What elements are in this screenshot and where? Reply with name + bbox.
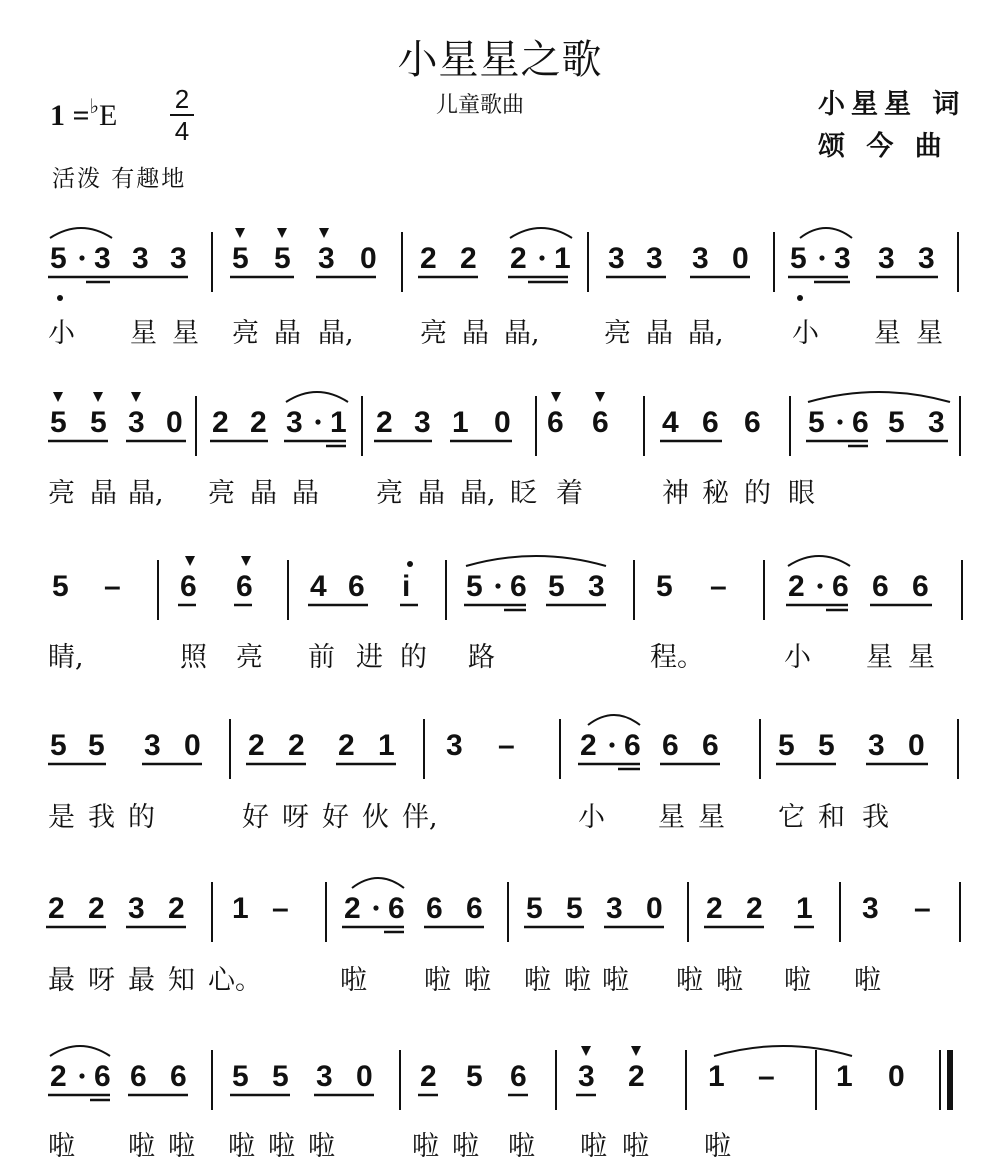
- score-row-5-lyric: 啦: [564, 965, 591, 996]
- score-row-5-note: 3: [128, 892, 145, 925]
- score-row-5-lyric: 心。: [208, 965, 262, 996]
- score-row-1-lyric: 星: [874, 318, 901, 349]
- score-row-6-lyric: 啦: [268, 1131, 295, 1162]
- score-row-4-note: 0: [184, 729, 201, 762]
- score-row-4-note: 5: [50, 729, 67, 762]
- slur: [510, 228, 572, 238]
- score-row-4-lyric: 星: [698, 802, 725, 833]
- score-row-2-note: 5: [888, 406, 905, 439]
- augmentation-dot: [79, 255, 84, 260]
- score-row-5-lyric: 啦: [524, 965, 551, 996]
- score-row-1-note: 3: [918, 242, 935, 275]
- score-row-4-note: 2: [248, 729, 265, 762]
- score-row-1-lyric: 星: [172, 318, 199, 349]
- score-row-1-lyric: 星: [916, 318, 943, 349]
- score-row-4-note: 6: [662, 729, 679, 762]
- augmentation-dot: [837, 419, 842, 424]
- slur: [714, 1046, 852, 1056]
- score-row-5-note: 0: [646, 892, 663, 925]
- slur: [50, 1046, 110, 1056]
- score-row-6-note: 5: [232, 1060, 249, 1093]
- accent-mark: [131, 392, 141, 402]
- accent-mark: [185, 556, 195, 566]
- lyricist-credit: 小星星 词: [818, 89, 966, 120]
- accent-mark: [93, 392, 103, 402]
- score-row-1-lyric: 亮: [604, 318, 631, 349]
- score-row-4-lyric: 我: [88, 802, 115, 833]
- score-row-5-note: 6: [388, 892, 405, 925]
- score-row-2-lyric: 晶: [90, 478, 117, 509]
- score-row-3-lyric: 亮: [236, 642, 263, 673]
- augmentation-dot: [79, 1073, 84, 1078]
- score-row-5-note: 2: [706, 892, 723, 925]
- score-row-2-note: 4: [662, 406, 679, 439]
- score-row-2-note: 6: [852, 406, 869, 439]
- score-row-1-note: 5: [50, 242, 67, 275]
- composer-credit: 颂 今 曲: [818, 131, 948, 162]
- score-row-5-lyric: 啦: [464, 965, 491, 996]
- song-subtitle: 儿童歌曲: [436, 93, 525, 118]
- score-row-1-note: 3: [132, 242, 149, 275]
- score-row-5-note: 6: [426, 892, 443, 925]
- score-row-4-note: 6: [702, 729, 719, 762]
- score-row-1-note: 2: [460, 242, 477, 275]
- score-row-5-note: –: [914, 892, 931, 925]
- score-row-2-lyric: 神: [662, 478, 689, 509]
- accent-mark: [277, 228, 287, 238]
- slur: [800, 228, 852, 238]
- score-row-3-note: 5: [548, 570, 565, 603]
- score-row-2-lyric: 眨: [510, 478, 537, 509]
- score-row-1-note: 3: [94, 242, 111, 275]
- score-row-3-lyric: 小: [784, 642, 811, 673]
- slur: [808, 392, 950, 402]
- score-row-6-lyric: 啦: [48, 1131, 75, 1162]
- score-row-6-lyric: 啦: [168, 1131, 195, 1162]
- score-row-2-lyric: 晶,: [460, 478, 496, 509]
- score-row-1-note: 3: [608, 242, 625, 275]
- score-row-1-note: 3: [646, 242, 663, 275]
- score-row-4-note: 5: [778, 729, 795, 762]
- score-row-2-lyric: 晶: [292, 478, 319, 509]
- score-row-1-note: 5: [790, 242, 807, 275]
- score-row-2-note: 3: [128, 406, 145, 439]
- score-row-3-note: 6: [912, 570, 929, 603]
- score-row-6-lyric: 啦: [622, 1131, 649, 1162]
- score-row-2-note: 5: [90, 406, 107, 439]
- score-row-3-lyric: 星: [908, 642, 935, 673]
- score-row-5-note: 3: [862, 892, 879, 925]
- score-row-5-note: 5: [526, 892, 543, 925]
- score-row-4-lyric: 小: [578, 802, 605, 833]
- score-row-3-lyric: 照: [180, 642, 207, 673]
- score-row-1-note: 5: [274, 242, 291, 275]
- score-row-6-note: 5: [272, 1060, 289, 1093]
- accent-mark: [595, 392, 605, 402]
- score-row-2-note: 2: [250, 406, 267, 439]
- score-row-1-note: 3: [834, 242, 851, 275]
- score-row-2-note: 3: [414, 406, 431, 439]
- score-row-4-note: 2: [338, 729, 355, 762]
- score-row-6-note: 6: [130, 1060, 147, 1093]
- score-row-4-note: 5: [818, 729, 835, 762]
- score-row-4-note: 3: [446, 729, 463, 762]
- score-row-3-note: 5: [52, 570, 69, 603]
- score-row-2-lyric: 晶: [250, 478, 277, 509]
- score-row-4-lyric: 伴,: [402, 802, 438, 833]
- score-row-1-note: 5: [232, 242, 249, 275]
- score-row-5-lyric: 呀: [88, 965, 115, 996]
- score-row-2-lyric: 着: [556, 478, 583, 509]
- score-row-2-note: 2: [212, 406, 229, 439]
- score-row-3-lyric: 睛,: [48, 642, 84, 673]
- score-row-3-note: 6: [180, 570, 197, 603]
- score-row-4-lyric: 好: [242, 802, 269, 833]
- score-row-6-lyric: 啦: [228, 1131, 255, 1162]
- slur: [286, 392, 348, 402]
- augmentation-dot: [315, 419, 320, 424]
- score-row-6-note: 0: [356, 1060, 373, 1093]
- score-row-6-note: 3: [316, 1060, 333, 1093]
- score-row-1-note: 3: [692, 242, 709, 275]
- score-row-5-lyric: 啦: [340, 965, 367, 996]
- score-row-3-note: 3: [588, 570, 605, 603]
- accent-mark: [319, 228, 329, 238]
- score-row-4-lyric: 和: [818, 802, 845, 833]
- augmentation-dot: [817, 583, 822, 588]
- flat-sign: ♭: [89, 96, 100, 118]
- score-row-5-note: –: [272, 892, 289, 925]
- score-row-4-note: 3: [144, 729, 161, 762]
- score-row-2-note: 6: [702, 406, 719, 439]
- augmentation-dot: [373, 905, 378, 910]
- score-row-2-lyric: 亮: [376, 478, 403, 509]
- accent-mark: [551, 392, 561, 402]
- score-row-3-note: –: [710, 570, 727, 603]
- score-row-2-lyric: 的: [744, 478, 771, 509]
- score-row-1-note: 3: [170, 242, 187, 275]
- key-prefix: 1 =: [50, 99, 90, 132]
- slur: [788, 556, 850, 566]
- score-row-3-note: 4: [310, 570, 327, 603]
- score-row-4-lyric: 是: [48, 802, 75, 833]
- score-row-3-note: i: [402, 570, 411, 603]
- score-row-6-note: 1: [708, 1060, 725, 1093]
- song-title: 小星星之歌: [397, 37, 603, 83]
- slur: [466, 556, 606, 566]
- score-row-2-note: 0: [494, 406, 511, 439]
- score-row-3-lyric: 路: [468, 642, 495, 673]
- score-row-2-note: 0: [166, 406, 183, 439]
- score-row-5-note: 3: [606, 892, 623, 925]
- score-row-6-lyric: 啦: [704, 1131, 731, 1162]
- augmentation-dot: [609, 742, 614, 747]
- score-row-2-lyric: 秘: [702, 478, 729, 509]
- score-row-3-note: 5: [656, 570, 673, 603]
- score-row-1-lyric: 亮: [420, 318, 447, 349]
- score-row-5-lyric: 啦: [424, 965, 451, 996]
- score-row-2-note: 6: [592, 406, 609, 439]
- score-row-4-note: 1: [378, 729, 395, 762]
- score-row-3-note: 2: [788, 570, 805, 603]
- score-row-1-lyric: 晶,: [688, 318, 724, 349]
- score-row-1-note: 0: [360, 242, 377, 275]
- score-row-4-lyric: 伙: [362, 802, 389, 833]
- accent-mark: [241, 556, 251, 566]
- score-row-5-note: 5: [566, 892, 583, 925]
- score-row-2-note: 3: [286, 406, 303, 439]
- score-row-1-lyric: 晶,: [318, 318, 354, 349]
- score-row-5-lyric: 最: [48, 965, 75, 996]
- score-row-2-note: 6: [547, 406, 564, 439]
- score-row-2-lyric: 眼: [788, 478, 815, 509]
- score-row-1-lyric: 小: [48, 318, 75, 349]
- score-row-2-note: 5: [808, 406, 825, 439]
- score-row-5-note: 1: [232, 892, 249, 925]
- score-row-4-lyric: 的: [128, 802, 155, 833]
- score-row-1-note: 0: [732, 242, 749, 275]
- score-row-6-lyric: 啦: [412, 1131, 439, 1162]
- time-signature-top: 2: [174, 84, 190, 114]
- score-row-4-note: –: [498, 729, 515, 762]
- score-row-5-note: 2: [48, 892, 65, 925]
- score-row-5-note: 6: [466, 892, 483, 925]
- score-row-3-lyric: 程。: [650, 642, 704, 673]
- low-octave-dot: [797, 295, 803, 301]
- score-row-1-lyric: 晶,: [504, 318, 540, 349]
- slur: [588, 715, 640, 725]
- score-row-2-note: 1: [330, 406, 347, 439]
- score-row-3-note: 6: [510, 570, 527, 603]
- score-row-3-note: 5: [466, 570, 483, 603]
- score-row-6-lyric: 啦: [128, 1131, 155, 1162]
- score-row-6-lyric: 啦: [508, 1131, 535, 1162]
- score-row-3-note: 6: [832, 570, 849, 603]
- score-row-1-lyric: 小: [792, 318, 819, 349]
- score-row-3-note: 6: [236, 570, 253, 603]
- score-row-2-lyric: 晶: [418, 478, 445, 509]
- accent-mark: [235, 228, 245, 238]
- score-row-4-lyric: 好: [322, 802, 349, 833]
- slur: [50, 228, 112, 238]
- score-row-3-lyric: 星: [866, 642, 893, 673]
- score-row-6-lyric: 啦: [452, 1131, 479, 1162]
- score-row-4-note: 2: [288, 729, 305, 762]
- score-row-6-note: 3: [578, 1060, 595, 1093]
- score-row-6-note: 2: [50, 1060, 67, 1093]
- score-row-1-lyric: 晶: [646, 318, 673, 349]
- score-row-5-note: 2: [168, 892, 185, 925]
- score-row-5-note: 2: [344, 892, 361, 925]
- score-row-6-note: –: [758, 1060, 775, 1093]
- score-row-6-note: 2: [628, 1060, 645, 1093]
- score-row-6-note: 5: [466, 1060, 483, 1093]
- score-row-5-lyric: 啦: [602, 965, 629, 996]
- score-row-4-note: 0: [908, 729, 925, 762]
- score-row-2-lyric: 亮: [48, 478, 75, 509]
- augmentation-dot: [495, 583, 500, 588]
- score-row-6-note: 6: [94, 1060, 111, 1093]
- score-row-5-lyric: 啦: [854, 965, 881, 996]
- score-row-5-lyric: 啦: [784, 965, 811, 996]
- score-row-5-note: 2: [88, 892, 105, 925]
- high-octave-dot: [407, 561, 413, 567]
- score-row-5-lyric: 最: [128, 965, 155, 996]
- tempo-marking: 活泼 有趣地: [52, 166, 187, 192]
- score-row-4-note: 5: [88, 729, 105, 762]
- score-row-1-lyric: 亮: [232, 318, 259, 349]
- score-row-5-note: 2: [746, 892, 763, 925]
- score-row-1-lyric: 晶: [274, 318, 301, 349]
- score-row-6-note: 6: [510, 1060, 527, 1093]
- score-row-4-lyric: 呀: [282, 802, 309, 833]
- score-row-2-lyric: 晶,: [128, 478, 164, 509]
- slur: [352, 878, 404, 888]
- accent-mark: [581, 1046, 591, 1056]
- score-row-2-note: 6: [744, 406, 761, 439]
- score-row-3-lyric: 进: [356, 642, 383, 673]
- score-row-4-note: 2: [580, 729, 597, 762]
- score-row-3-note: 6: [872, 570, 889, 603]
- score-row-6-note: 2: [420, 1060, 437, 1093]
- score-row-4-lyric: 我: [862, 802, 889, 833]
- augmentation-dot: [539, 255, 544, 260]
- score-row-3-note: –: [104, 570, 121, 603]
- score-row-1-note: 3: [318, 242, 335, 275]
- accent-mark: [631, 1046, 641, 1056]
- score-row-1-lyric: 晶: [462, 318, 489, 349]
- score-row-3-lyric: 的: [400, 642, 427, 673]
- score-row-1-note: 2: [510, 242, 527, 275]
- score-row-5-lyric: 啦: [676, 965, 703, 996]
- score-row-4-lyric: 它: [778, 802, 805, 833]
- score-row-5-lyric: 知: [168, 965, 195, 996]
- key-letter: E: [99, 99, 118, 132]
- score-row-1-note: 2: [420, 242, 437, 275]
- score-row-6-lyric: 啦: [580, 1131, 607, 1162]
- accent-mark: [53, 392, 63, 402]
- score-row-1-note: 1: [554, 242, 571, 275]
- score-row-2-note: 5: [50, 406, 67, 439]
- score-row-4-lyric: 星: [658, 802, 685, 833]
- score-row-4-note: 6: [624, 729, 641, 762]
- score-row-2-note: 2: [376, 406, 393, 439]
- score-row-2-note: 1: [452, 406, 469, 439]
- score-row-3-lyric: 前: [308, 642, 335, 673]
- score-row-2-note: 3: [928, 406, 945, 439]
- score-row-1-note: 3: [878, 242, 895, 275]
- score-row-6-note: 0: [888, 1060, 905, 1093]
- score-row-5-note: 1: [796, 892, 813, 925]
- score-row-2-lyric: 亮: [208, 478, 235, 509]
- score-row-3-note: 6: [348, 570, 365, 603]
- score-row-4-note: 3: [868, 729, 885, 762]
- score-row-1-lyric: 星: [130, 318, 157, 349]
- score-row-5-lyric: 啦: [716, 965, 743, 996]
- score-row-6-lyric: 啦: [308, 1131, 335, 1162]
- time-signature-bottom: 4: [174, 116, 190, 146]
- score-row-6-note: 1: [836, 1060, 853, 1093]
- score-row-6-note: 6: [170, 1060, 187, 1093]
- low-octave-dot: [57, 295, 63, 301]
- augmentation-dot: [819, 255, 824, 260]
